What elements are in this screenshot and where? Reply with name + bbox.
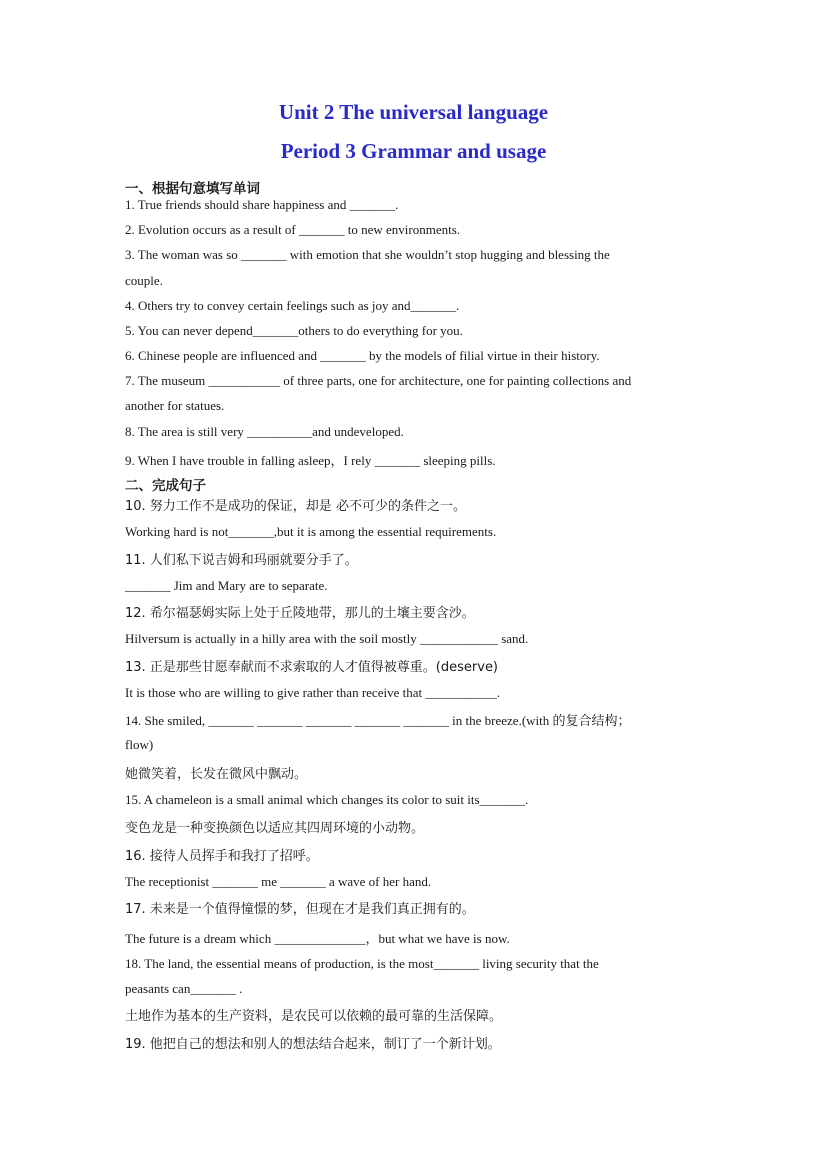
question-4: 4. Others try to convey certain feelings such as joy and_______. [125, 298, 460, 313]
question-10-en: Working hard is not_______,but it is among the essential requirements. [125, 524, 497, 539]
question-7-cont: another for statues. [125, 398, 225, 413]
question-16-en: The receptionist _______ me _______ a wave of her hand. [125, 874, 432, 889]
unit-title: Unit 2 The universal language [278, 100, 549, 124]
section-heading-fill-words: 一、根据句意填写单词 [125, 181, 260, 197]
question-13-en: It is those who are willing to give rather than receive that ___________. [125, 685, 501, 700]
question-18-en: 18. The land, the essential means of production, is the most_______ living security that the [125, 956, 599, 971]
question-18-cn: 土地作为基本的生产资料，是农民可以依赖的最可靠的生活保障。 [125, 1009, 503, 1024]
question-15-cn: 变色龙是一种变换颜色以适应其四周环境的小动物。 [125, 821, 425, 836]
question-17-en: The future is a dream which ______________，but what we have is now. [125, 931, 510, 946]
question-8: 8. The area is still very __________and undeveloped. [125, 424, 404, 439]
question-19-cn: 19. 他把自己的想法和别人的想法结合起来，制订了一个新计划。 [125, 1037, 501, 1052]
question-14-en: 14. She smiled, _______ _______ _______ _______ _______ in the breeze.(with 的复合结构； [125, 713, 631, 728]
period-title: Period 3 Grammar and usage [280, 139, 547, 163]
question-7: 7. The museum ___________ of three parts, one for architecture, one for painting collections and [125, 373, 632, 388]
question-6: 6. Chinese people are influenced and _______ by the models of filial virtue in their history. [125, 348, 600, 363]
question-11-cn: 11. 人们私下说吉姆和玛丽就要分手了。 [125, 553, 358, 568]
section-heading-complete-sentences: 二、完成句子 [125, 478, 206, 494]
question-9: 9. When I have trouble in falling asleep，I rely _______ sleeping pills. [125, 453, 496, 468]
question-16-cn: 16. 接待人员挥手和我打了招呼。 [125, 849, 319, 864]
question-10-cn: 10. 努力工作不是成功的保证，却是 必不可少的条件之一。 [125, 499, 466, 514]
question-3-cont: couple. [125, 273, 163, 288]
question-11-en: _______ Jim and Mary are to separate. [125, 578, 328, 593]
question-5: 5. You can never depend_______others to do everything for you. [125, 323, 463, 338]
question-1: 1. True friends should share happiness and _______. [125, 197, 399, 212]
question-17-cn: 17. 未来是一个值得憧憬的梦，但现在才是我们真正拥有的。 [125, 902, 475, 917]
question-3: 3. The woman was so _______ with emotion that she wouldn’t stop hugging and blessing the [125, 247, 610, 262]
question-18-cont: peasants can_______ . [125, 981, 243, 996]
question-15-en: 15. A chameleon is a small animal which changes its color to suit its_______. [125, 792, 529, 807]
question-12-cn: 12. 希尔福瑟姆实际上处于丘陵地带，那儿的土壤主要含沙。 [125, 606, 475, 621]
question-12-en: Hilversum is actually in a hilly area with the soil mostly ____________ sand. [125, 631, 529, 646]
question-13-cn: 13. 正是那些甘愿奉献而不求索取的人才值得被尊重。(deserve) [125, 660, 499, 675]
question-14-cn: 她微笑着，长发在微风中飘动。 [125, 767, 308, 782]
question-14-cont: flow) [125, 737, 154, 752]
question-2: 2. Evolution occurs as a result of _______ to new environments. [125, 222, 461, 237]
